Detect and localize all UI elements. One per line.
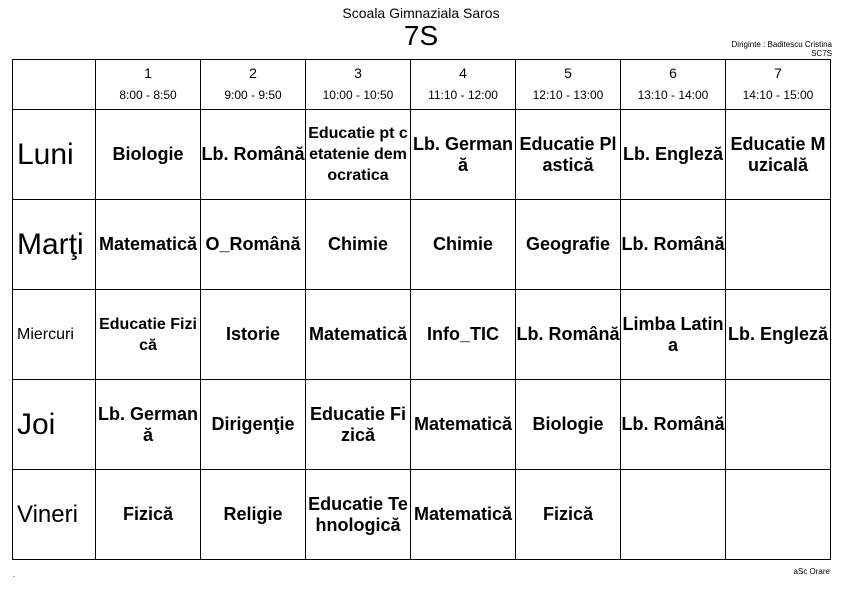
lesson-cell: Chimie	[306, 200, 411, 290]
lesson-cell: Geografie	[516, 200, 621, 290]
day-row-marti	[13, 200, 831, 290]
lesson-cell: Istorie	[201, 290, 306, 380]
period-time: 8:00 - 8:50	[96, 81, 201, 110]
lesson-cell: Educatie Fizică	[306, 380, 411, 470]
class-title: 7S	[403, 20, 439, 51]
period-time-row	[13, 81, 831, 110]
lesson-cell: Lb. Germană	[411, 110, 516, 200]
period-number: 2	[201, 60, 306, 82]
corner-cell	[13, 60, 96, 82]
period-time: 9:00 - 9:50	[201, 81, 306, 110]
lesson-cell: Matematică	[306, 290, 411, 380]
period-number: 4	[411, 60, 516, 82]
lesson-cell: Lb. Engleză	[621, 110, 726, 200]
lesson-cell: Lb. Germană	[96, 380, 201, 470]
lesson-cell: Matematică	[411, 470, 516, 560]
lesson-cell	[726, 470, 831, 560]
corner-cell	[13, 81, 96, 110]
lesson-cell: Educatie Muzicală	[726, 110, 831, 200]
timetable	[12, 59, 831, 560]
day-row-luni	[13, 110, 831, 200]
lesson-cell	[726, 380, 831, 470]
class-code: SC7S	[811, 49, 832, 58]
lesson-cell	[726, 200, 831, 290]
period-number: 1	[96, 60, 201, 82]
day-label: Luni	[13, 110, 96, 200]
lesson-cell: Matematică	[96, 200, 201, 290]
day-label: Joi	[13, 380, 96, 470]
lesson-cell: Chimie	[411, 200, 516, 290]
lesson-cell: Fizică	[516, 470, 621, 560]
lesson-cell: Educatie Fizică	[96, 290, 201, 380]
period-number: 3	[306, 60, 411, 82]
lesson-cell: Info_TIC	[411, 290, 516, 380]
lesson-cell: Biologie	[96, 110, 201, 200]
lesson-cell: Lb. Română	[516, 290, 621, 380]
period-number: 7	[726, 60, 831, 82]
period-number: 5	[516, 60, 621, 82]
lesson-cell	[621, 470, 726, 560]
class-teacher: Diriginte : Baditescu Cristina	[731, 40, 832, 49]
period-time: 10:00 - 10:50	[306, 81, 411, 110]
footer-credit: aSc Orare	[793, 567, 830, 576]
period-time: 13:10 - 14:00	[621, 81, 726, 110]
lesson-cell: Dirigenţie	[201, 380, 306, 470]
day-label: Vineri	[13, 470, 96, 560]
lesson-cell: Lb. Română	[621, 200, 726, 290]
lesson-cell: Lb. Română	[201, 110, 306, 200]
day-row-miercuri	[13, 290, 831, 380]
period-number: 6	[621, 60, 726, 82]
period-time: 14:10 - 15:00	[726, 81, 831, 110]
period-time: 11:10 - 12:00	[411, 81, 516, 110]
lesson-cell: Limba Latina	[621, 290, 726, 380]
lesson-cell: Matematică	[411, 380, 516, 470]
lesson-cell: O_Română	[201, 200, 306, 290]
lesson-cell: Religie	[201, 470, 306, 560]
lesson-cell: Educatie Tehnologică	[306, 470, 411, 560]
day-label: Miercuri	[13, 290, 96, 380]
lesson-cell: Lb. Română	[621, 380, 726, 470]
day-row-vineri	[13, 470, 831, 560]
day-row-joi	[13, 380, 831, 470]
period-number-row	[13, 60, 831, 82]
lesson-cell: Educatie Plastică	[516, 110, 621, 200]
school-name: Scoala Gimnaziala Saros	[342, 5, 500, 21]
period-time: 12:10 - 13:00	[516, 81, 621, 110]
lesson-cell: Educatie pt cetatenie democratica	[306, 110, 411, 200]
lesson-cell: Lb. Engleză	[726, 290, 831, 380]
lesson-cell: Fizică	[96, 470, 201, 560]
day-label: Marţi	[13, 200, 96, 290]
footer-mark: .	[13, 570, 16, 579]
lesson-cell: Biologie	[516, 380, 621, 470]
